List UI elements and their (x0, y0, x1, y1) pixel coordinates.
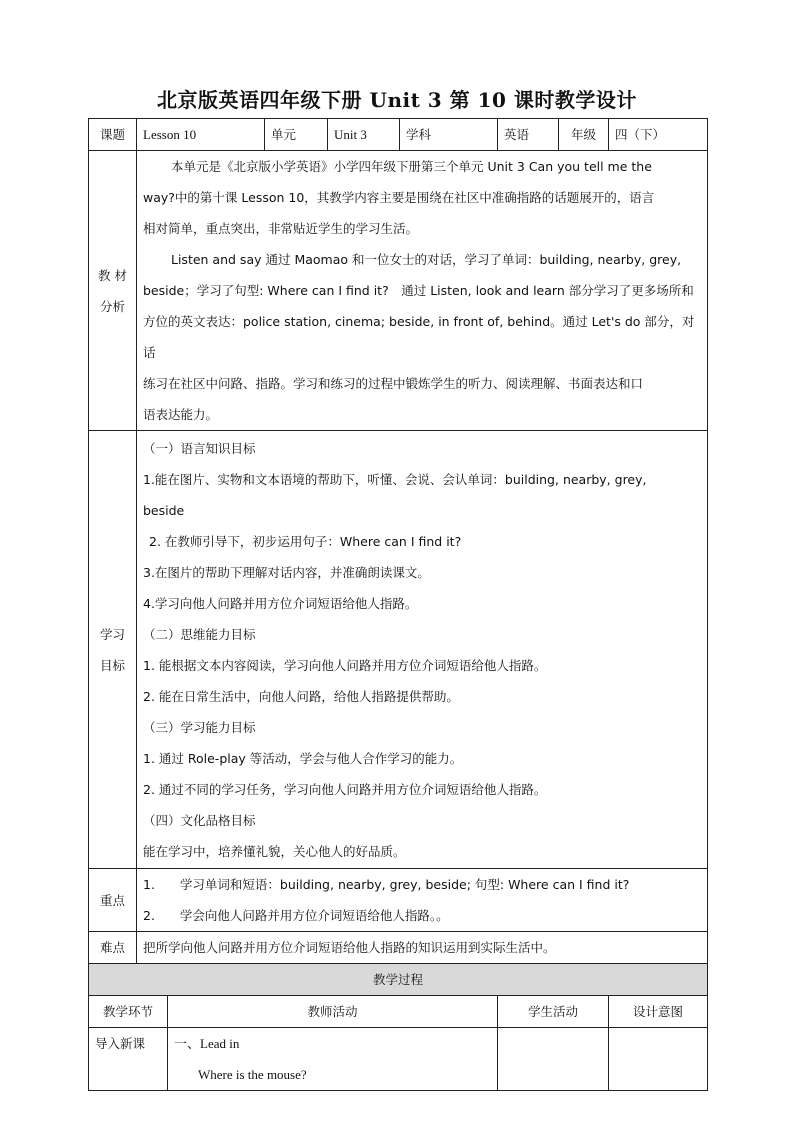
key-point-line: 1. 学习单词和短语：building, nearby, grey, beside; 句型: Where can I find it? (143, 877, 630, 892)
key-points-label: 重点 (89, 869, 137, 932)
header-row (89, 119, 708, 151)
col-teacher-header: 教师活动 (168, 996, 498, 1028)
col-stage-header: 教学环节 (89, 996, 168, 1028)
analysis-label: 教 材 分析 (89, 151, 137, 431)
key-points-content (137, 869, 708, 932)
design-intent-cell (609, 1028, 708, 1091)
analysis-row (89, 151, 708, 431)
difficulties-label: 难点 (89, 932, 137, 964)
stage-cell: 导入新课 (89, 1028, 168, 1091)
objective-line: 3.在图片的帮助下理解对话内容，并准确朗读课文。 (143, 564, 430, 580)
subject-label: 学科 (400, 119, 498, 151)
analysis-line: 方位的英文表达：police station, cinema; beside, in front of, behind。通过 Let's do 部分，对话 (143, 314, 695, 360)
objective-line: 2. 在教师引导下，初步运用句子：Where can I find it? (149, 533, 462, 549)
objective-line: 1. 通过 Role-play 等活动，学会与他人合作学习的能力。 (143, 750, 463, 766)
student-activity-cell (498, 1028, 609, 1091)
objectives-label: 学习 目标 (89, 431, 137, 869)
analysis-line: 语表达能力。 (143, 407, 219, 422)
objective-line: （三）学习能力目标 (143, 719, 256, 735)
objective-line: 1.能在图片、实物和文本语境的帮助下，听懂、会说、会认单词：building, nearby, grey, (143, 471, 647, 487)
key-points-row (89, 869, 708, 932)
grade-value: 四（下） (609, 119, 708, 151)
objective-line: 4.学习向他人问路并用方位介词短语给他人指路。 (143, 595, 418, 611)
subject-value: 英语 (498, 119, 559, 151)
grade-label: 年级 (559, 119, 609, 151)
objective-line: 1. 能根据文本内容阅读，学习向他人问路并用方位介词短语给他人指路。 (143, 657, 547, 673)
objective-line: 能在学习中，培养懂礼貌，关心他人的好品质。 (143, 843, 406, 859)
analysis-line: beside；学习了句型: Where can I find it? 通过 Listen, look and learn 部分学习了更多场所和 (143, 283, 694, 298)
objectives-content (137, 431, 708, 869)
objective-line: beside (143, 502, 185, 518)
topic-value: Lesson 10 (137, 119, 265, 151)
topic-label: 课题 (89, 119, 137, 151)
difficulties-row (89, 932, 708, 964)
lesson-plan-table (88, 118, 708, 1091)
page-title: 北京版英语四年级下册 Unit 3 第 10 课时教学设计 (157, 88, 637, 112)
teacher-activity-line: Where is the mouse? (198, 1067, 307, 1082)
col-intent-header: 设计意图 (609, 996, 708, 1028)
analysis-line: 相对简单，重点突出，非常贴近学生的学习生活。 (143, 221, 419, 236)
objectives-row (89, 431, 708, 869)
objective-line: 2. 能在日常生活中，向他人问路，给他人指路提供帮助。 (143, 688, 459, 704)
analysis-line: Listen and say 通过 Maomao 和一位女士的对话，学习了单词：building, nearby, grey, (171, 252, 682, 267)
objective-line: （一）语言知识目标 (143, 440, 256, 456)
objective-line: （四）文化品格目标 (143, 812, 256, 828)
col-student-header: 学生活动 (498, 996, 609, 1028)
process-title: 教学过程 (89, 964, 708, 996)
objective-line: 2. 通过不同的学习任务，学习向他人问路并用方位介词短语给他人指路。 (143, 781, 547, 797)
teacher-activity-line: 一、Lead in (174, 1036, 240, 1051)
process-row (89, 1028, 708, 1091)
analysis-line: 本单元是《北京版小学英语》小学四年级下册第三个单元 Unit 3 Can you tell me the (171, 159, 652, 174)
unit-label: 单元 (265, 119, 328, 151)
unit-value: Unit 3 (328, 119, 400, 151)
key-point-line: 2. 学会向他人问路并用方位介词短语给他人指路。。 (143, 908, 449, 923)
analysis-line: way?中的第十课 Lesson 10，其教学内容主要是围绕在社区中准确指路的话题展开的，语言 (143, 190, 655, 205)
process-title-row (89, 964, 708, 996)
teacher-activity-cell (168, 1028, 498, 1091)
objective-line: （二）思维能力目标 (143, 626, 256, 642)
process-header-row (89, 996, 708, 1028)
analysis-content (137, 151, 708, 431)
difficulties-content: 把所学向他人问路并用方位介词短语给他人指路的知识运用到实际生活中。 (137, 932, 708, 964)
analysis-line: 练习在社区中问路、指路。学习和练习的过程中锻炼学生的听力、阅读理解、书面表达和口 (143, 376, 644, 391)
